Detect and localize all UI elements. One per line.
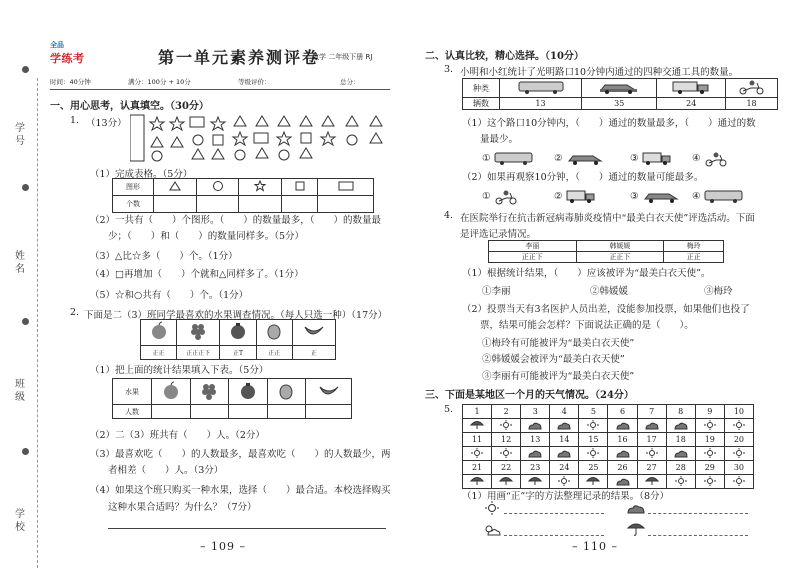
car-count: 35 (582, 98, 657, 110)
calendar-day-number: 13 (521, 433, 550, 447)
answer-cell[interactable] (229, 405, 268, 419)
calendar-weather-cell (550, 475, 579, 489)
section-1-title: 一、用心思考，认真填空。（30分） (50, 101, 209, 112)
calendar-weather-cell (724, 419, 753, 433)
apple-icon (161, 381, 181, 401)
q1-sub5: （5）☆和○共有（ ）个。（1分） (90, 290, 249, 301)
table-cell-star (239, 179, 282, 196)
triangle-shape (192, 149, 204, 159)
shape-grid (130, 113, 392, 163)
banana-icon (302, 321, 326, 341)
calendar-day-number: 6 (608, 405, 637, 419)
q2-sub3-line2: 者相差（ ）人。（3分） (108, 465, 224, 476)
calendar-weather-cell (521, 447, 550, 461)
truck-icon (642, 151, 672, 165)
calendar-day-number: 10 (724, 405, 753, 419)
q2-number: 2. (70, 307, 80, 318)
pomegranate-icon (238, 381, 258, 401)
tally-answer-line[interactable] (648, 535, 748, 536)
circle-shape (279, 150, 289, 160)
calendar-weather-cell (637, 475, 666, 489)
calendar-weather-cell (695, 475, 724, 489)
calendar-weather-cell (608, 447, 637, 461)
triangle-shape (256, 116, 268, 126)
rain-icon (586, 475, 600, 486)
q4-sub1-option-3[interactable]: ③梅玲 (704, 286, 733, 297)
binding-hole (22, 318, 29, 325)
calendar-weather-cell (521, 419, 550, 433)
calendar-weather-row (463, 475, 754, 489)
cut-line (37, 78, 38, 568)
scooter-icon (704, 151, 728, 167)
q3-text: 小明和小红统计了光明路口10分钟内通过的四种交通工具的数量。 (460, 67, 739, 78)
vote-tally: 正正 (664, 252, 724, 263)
square-shape (213, 135, 223, 145)
calendar-weather-cell (724, 475, 753, 489)
star-shape (150, 117, 164, 130)
triangle-icon (169, 181, 181, 191)
q4-number: 4. (444, 210, 454, 221)
calendar-weather-cell (579, 419, 608, 433)
q2-text: 下面是二（3）班同学最喜欢的水果调查情况。（每人只选一种）（17分） (84, 310, 388, 321)
option-3-marker[interactable]: ③ (630, 153, 639, 164)
cloud-icon (557, 420, 571, 430)
calendar-day-number: 3 (521, 405, 550, 419)
calendar-day-number: 9 (695, 405, 724, 419)
q3-sub2-options (482, 189, 782, 205)
triangle-shape (300, 148, 312, 158)
page-number-right: – 110 – (572, 540, 618, 553)
triangle-shape (151, 137, 163, 147)
binding-hole (22, 184, 29, 191)
cloud-icon (528, 448, 542, 458)
answer-cell[interactable] (318, 196, 374, 213)
cloud-icon (616, 448, 630, 458)
q3-sub1-line2: 量最少。 (480, 134, 519, 145)
sun-icon (586, 448, 600, 458)
answer-line[interactable] (108, 528, 386, 529)
option-3-marker[interactable]: ③ (630, 191, 639, 202)
calendar-day-number: 20 (724, 433, 753, 447)
truck-count: 24 (657, 98, 726, 110)
calendar-weather-cell (492, 447, 521, 461)
sun-icon (732, 420, 746, 430)
q4-sub1: （1）根据统计结果，（ ）应该被评为“最美白衣天使”。 (462, 268, 711, 279)
fruit-banana-cell (292, 320, 335, 346)
answer-cell[interactable] (154, 196, 197, 213)
truck-icon (671, 80, 711, 94)
calendar-weather-cell (695, 419, 724, 433)
table-cell-square (282, 179, 318, 196)
fruit-peach-cell (256, 320, 292, 346)
q1-number: 1. (70, 115, 80, 126)
calendar-day-number: 27 (637, 461, 666, 475)
triangle-shape (171, 137, 183, 147)
tally-cell: 正正 (256, 346, 292, 360)
square-icon (295, 181, 305, 191)
sun-icon (674, 476, 688, 486)
calendar-weather-cell (695, 447, 724, 461)
cloud-icon (557, 448, 571, 458)
calendar-weather-cell (492, 475, 521, 489)
name-label: 姓名 (15, 251, 25, 275)
calendar-weather-row (463, 447, 754, 461)
section-3-title: 三、下面是某地区一个月的天气情况。（24分） (425, 390, 634, 401)
tally-cell: 正正正下 (177, 346, 220, 360)
calendar-weather-cell (666, 475, 695, 489)
rain-icon (499, 475, 513, 486)
answer-cell[interactable] (306, 405, 352, 419)
triangle-shape (256, 148, 268, 158)
option-1-marker[interactable]: ① (482, 153, 491, 164)
sun-icon (499, 448, 513, 458)
triangle-shape (346, 116, 358, 126)
self-eval: 等级评价： (238, 78, 271, 86)
tally-cell: 正 (292, 346, 335, 360)
binding-strip (8, 18, 50, 558)
q4-sub1-option-2[interactable]: ②韩媛媛 (590, 286, 629, 297)
calendar-weather-cell (724, 447, 753, 461)
rain-icon (470, 475, 484, 486)
table-cell-rectangle (318, 179, 374, 196)
subject-line: 数学 二年级下册 RJ (312, 53, 373, 61)
bus-count: 13 (500, 98, 582, 110)
calendar-weather-cell (637, 419, 666, 433)
fruit-pomegranate-cell (220, 320, 256, 346)
triangle-shape (278, 116, 290, 126)
calendar-day-number: 24 (550, 461, 579, 475)
calendar-day-number: 17 (637, 433, 666, 447)
fruit-banana-cell (306, 379, 352, 405)
binding-hole (22, 448, 29, 455)
calendar-weather-cell (550, 419, 579, 433)
table-header-shape: 图形 (113, 179, 154, 196)
calendar-weather-cell (550, 447, 579, 461)
rain-icon (645, 475, 659, 486)
answer-cell[interactable] (239, 196, 282, 213)
calendar-day-number: 16 (608, 433, 637, 447)
calendar-day-row (463, 461, 754, 475)
q4-sub1-option-1[interactable]: ①李丽 (482, 286, 511, 297)
vehicle-truck-cell (657, 79, 726, 98)
sun-icon (732, 448, 746, 458)
calendar-day-number: 11 (463, 433, 492, 447)
calendar-day-number: 8 (666, 405, 695, 419)
banana-icon (317, 381, 341, 401)
calendar-weather-cell (579, 475, 608, 489)
tally-answer-line[interactable] (648, 513, 748, 514)
bus-icon (494, 151, 534, 165)
q1-shape-table (112, 178, 374, 213)
calendar-weather-row (463, 419, 754, 433)
calendar-day-number: 25 (579, 461, 608, 475)
sun-icon (703, 420, 717, 430)
peach-icon (276, 381, 296, 401)
q2-sub4-line1: （4）如果这个班只购买一种水果，选择（ ）最合适。本校选择购买 (90, 485, 391, 496)
triangle-shape (370, 133, 382, 143)
total-score: 总分： (340, 78, 360, 86)
vote-tally: 正正下 (576, 252, 664, 263)
calendar-day-number: 2 (492, 405, 521, 419)
calendar-weather-cell (666, 447, 695, 461)
sun-icon (482, 501, 502, 515)
section-2-title: 二、认真比较，精心选择。（10分） (425, 51, 584, 62)
sun-icon (470, 448, 484, 458)
sun-icon (557, 476, 571, 486)
star-shape (211, 117, 225, 130)
vote-tally: 正正下 (489, 252, 577, 263)
triangle-shape (234, 116, 246, 126)
sun-icon (703, 476, 717, 486)
bus-icon (704, 189, 744, 203)
triangle-shape (212, 149, 224, 159)
star-icon (254, 180, 266, 192)
calendar-day-number: 26 (608, 461, 637, 475)
q1-sub1: （1）完成表格。（5分） (90, 169, 193, 180)
cloud-icon (645, 420, 659, 430)
triangle-shape (370, 116, 382, 126)
calendar-day-number: 5 (579, 405, 608, 419)
car-icon (597, 80, 641, 94)
triangle-shape (300, 116, 312, 126)
cloud-icon (616, 420, 630, 430)
tall-rectangle-shape (130, 115, 144, 161)
cloud-icon (528, 420, 542, 430)
table-header-count: 个数 (113, 196, 154, 213)
fruit-grape-cell (177, 320, 220, 346)
sun-icon (499, 420, 513, 430)
calendar-weather-cell (666, 419, 695, 433)
table-cell-circle (196, 179, 239, 196)
star-shape (277, 132, 291, 145)
sun-icon (586, 420, 600, 430)
option-1-marker[interactable]: ① (482, 191, 491, 202)
table-header-type: 种类 (463, 79, 500, 98)
peach-icon (264, 321, 284, 341)
table-header-people: 人数 (113, 405, 152, 419)
q3-number: 3. (444, 64, 454, 75)
triangle-shape (322, 116, 334, 126)
candidate-name: 梅玲 (664, 241, 724, 252)
fruit-tally-table (140, 319, 336, 360)
rectangle-icon (338, 181, 354, 191)
circle-icon (212, 180, 224, 192)
tally-answer-line[interactable] (504, 513, 604, 514)
answer-cell[interactable] (190, 405, 229, 419)
fruit-apple-cell (152, 379, 191, 405)
calendar-weather-cell (492, 419, 521, 433)
scooter-count: 18 (726, 98, 778, 110)
q2-sub4-line2: 这种水果合适吗？为什么？（7分） (108, 502, 257, 513)
option-2-marker[interactable]: ② (554, 191, 563, 202)
option-4-marker[interactable]: ④ (692, 191, 701, 202)
sun-icon (645, 448, 659, 458)
q1-sub2-line2: 少；（ ）和（ ）的数量同样多。（5分） (108, 231, 305, 242)
calendar-weather-cell (463, 419, 492, 433)
q4-sub2-line2: 票，结果可能会怎样？下面说法正确的是（ ）。 (480, 320, 694, 331)
sun-icon (703, 448, 717, 458)
q3-sub1-options (482, 151, 782, 167)
student-number-label: 学号 (15, 123, 25, 147)
calendar-day-number: 29 (695, 461, 724, 475)
exam-meta-bar (50, 77, 390, 90)
rectangle-shape (190, 117, 204, 127)
calendar-day-number: 19 (695, 433, 724, 447)
logo-main-text: 学练考 (50, 52, 85, 65)
q3-sub1-line1: （1）这个路口10分钟内，（ ）通过的数量最多，（ ）通过的数 (462, 118, 756, 129)
calendar-day-number: 28 (666, 461, 695, 475)
fruit-apple-cell (141, 320, 177, 346)
calendar-day-number: 30 (724, 461, 753, 475)
calendar-weather-cell (579, 447, 608, 461)
q2-sub1: （1）把上面的统计结果填入下表。（5分） (90, 365, 269, 376)
fruit-grape-cell (190, 379, 229, 405)
option-4-marker[interactable]: ④ (692, 153, 701, 164)
rain-icon (626, 520, 646, 536)
calendar-weather-cell (463, 447, 492, 461)
calendar-weather-cell (521, 475, 550, 489)
q5-sub1: （1）用画“正”字的方法整理记录的结果。（8分） (462, 491, 670, 502)
vehicle-scooter-cell (726, 79, 778, 98)
vote-table (488, 240, 724, 263)
truck-icon (566, 189, 596, 203)
bus-icon (517, 80, 565, 94)
full-score: 满分：100分 + 10分 (128, 78, 191, 86)
calendar-day-number: 15 (579, 433, 608, 447)
calendar-day-row (463, 433, 754, 447)
candidate-name: 李丽 (489, 241, 577, 252)
q4-sub2-option-2[interactable]: ②韩媛媛会被评为“最美白衣天使” (482, 354, 625, 365)
star-shape (321, 132, 335, 145)
partly-cloudy-icon (482, 523, 502, 537)
tally-cell: 正T (220, 346, 256, 360)
q4-sub2-option-1[interactable]: ①梅玲有可能被评为“最美白衣天使” (482, 338, 635, 349)
grape-icon (188, 321, 208, 341)
apple-icon (149, 321, 169, 341)
pomegranate-icon (228, 321, 248, 341)
calendar-weather-cell (608, 475, 637, 489)
calendar-day-number: 4 (550, 405, 579, 419)
circle-shape (235, 150, 245, 160)
class-label: 班级 (15, 379, 25, 403)
vehicle-bus-cell (500, 79, 582, 98)
q4-sub2-line1: （2）投票当天有3名医护人员出差，没能参加投票，如果他们也投了 (462, 304, 750, 315)
time-limit: 时间：40分钟 (50, 78, 91, 86)
binding-hole (22, 66, 29, 73)
scooter-icon (737, 79, 767, 95)
tally-answer-line[interactable] (504, 535, 604, 536)
sun-icon (732, 476, 746, 486)
tally-cell: 正正 (141, 346, 177, 360)
rectangle-shape (254, 133, 268, 143)
answer-cell[interactable] (152, 405, 191, 419)
page-title: 第一单元素养测评卷 (158, 48, 321, 67)
vehicle-car-cell (582, 79, 657, 98)
option-2-marker[interactable]: ② (554, 153, 563, 164)
cloud-icon (674, 420, 688, 430)
page-number-left: – 109 – (200, 540, 246, 553)
calendar-day-number: 12 (492, 433, 521, 447)
fruit-peach-cell (267, 379, 306, 405)
weather-calendar (462, 404, 754, 489)
q3-sub2: （2）如果再观察10分钟，（ ）通过的数量可能最多。 (462, 172, 704, 183)
calendar-day-number: 22 (492, 461, 521, 475)
answer-cell[interactable] (282, 196, 318, 213)
answer-cell[interactable] (267, 405, 306, 419)
q2-sub2: （2）二（3）班共有（ ）人。（2分） (90, 430, 265, 441)
calendar-day-number: 1 (463, 405, 492, 419)
school-label: 学校 (15, 509, 25, 533)
grape-icon (199, 381, 219, 401)
calendar-day-number: 7 (637, 405, 666, 419)
rain-icon (470, 419, 484, 430)
circle-shape (347, 135, 357, 145)
q1-score: （13分） (86, 118, 127, 129)
calendar-day-number: 21 (463, 461, 492, 475)
answer-cell[interactable] (196, 196, 239, 213)
star-shape (233, 132, 247, 145)
table-header-count: 辆数 (463, 98, 500, 110)
circle-shape (152, 151, 162, 161)
traffic-table (462, 78, 778, 110)
q2-sub3-line1: （3）最喜欢吃（ ）的人数最多，最喜欢吃（ ）的人数最少，两 (90, 449, 391, 460)
calendar-day-row (463, 405, 754, 419)
fruit-pomegranate-cell (229, 379, 268, 405)
logo-top-text: 全品 (50, 41, 64, 49)
fruit-count-table (112, 378, 352, 419)
brand-logo (50, 40, 94, 64)
calendar-day-number: 23 (521, 461, 550, 475)
q1-sub3: （3）△比☆多（ ）个。（1分） (90, 251, 238, 262)
car-icon (642, 189, 682, 203)
cloud-icon (616, 476, 630, 486)
candidate-name: 韩媛媛 (576, 241, 664, 252)
q5-number: 5. (444, 404, 454, 415)
scooter-icon (494, 189, 518, 205)
square-shape (301, 133, 311, 143)
q4-text-line1: 在医院举行在抗击新冠病毒肺炎疫情中“最美白衣天使”评选活动。下面 (460, 213, 755, 224)
q4-text-line2: 是评选记录情况。 (460, 229, 537, 240)
cloud-icon (674, 448, 688, 458)
circle-shape (193, 135, 203, 145)
table-cell-triangle (154, 179, 197, 196)
star-shape (170, 117, 184, 130)
calendar-weather-cell (463, 475, 492, 489)
cloud-icon (626, 501, 646, 515)
calendar-day-number: 14 (550, 433, 579, 447)
q4-sub2-option-3[interactable]: ③李丽有可能被评为“最美白衣天使” (482, 371, 635, 382)
car-icon (566, 151, 606, 165)
calendar-day-number: 18 (666, 433, 695, 447)
rain-icon (528, 475, 542, 486)
calendar-weather-cell (637, 447, 666, 461)
calendar-weather-cell (608, 419, 637, 433)
q1-sub2-line1: （2）一共有（ ）个图形。（ ）的数量最多，（ ）的数量最 (90, 215, 382, 226)
table-header-fruit: 水果 (113, 379, 152, 405)
q1-sub4: （4）□再增加（ ）个就和△同样多了。（1分） (90, 269, 304, 280)
